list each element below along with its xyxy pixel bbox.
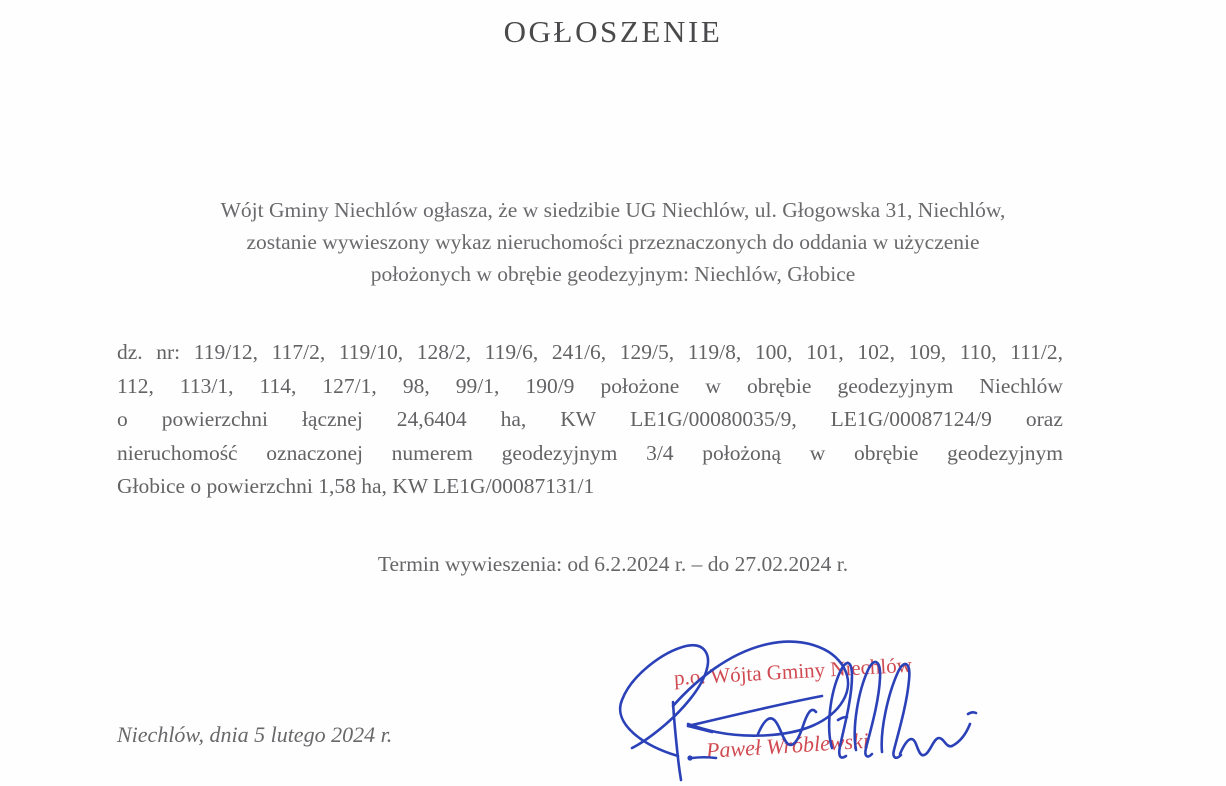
body-word: położone: [600, 373, 680, 398]
body-word: położoną: [702, 440, 782, 465]
parcel-details-paragraph: [117, 336, 1063, 504]
body-word: 112,: [117, 373, 154, 398]
body-word: 102,: [857, 340, 895, 364]
body-word: 241/6,: [551, 340, 607, 364]
body-word: 129/5,: [619, 340, 675, 364]
body-word: 113/1,: [179, 373, 234, 398]
signature-block: [600, 628, 1000, 786]
intro-line: Wójt Gminy Niechlów ogłasza, że w siedzibie UG Niechlów, ul. Głogowska 31, Niechlów,: [220, 198, 1006, 222]
body-word: 100,: [754, 340, 793, 364]
body-word: 190/9: [525, 373, 575, 398]
body-word: 101,: [806, 340, 844, 364]
body-word: oraz: [1025, 407, 1063, 431]
body-word: o: [117, 407, 128, 431]
body-word: 109,: [908, 340, 947, 364]
body-word: 119/6,: [484, 340, 539, 364]
body-word: 128/2,: [416, 340, 472, 364]
body-word: obrębie: [746, 373, 812, 398]
body-word: łącznej: [301, 407, 363, 431]
place-and-date: Niechlów, dnia 5 lutego 2024 r.: [117, 722, 393, 747]
page-title: OGŁOSZENIE: [503, 14, 723, 49]
body-line-4: [117, 437, 1063, 471]
body-word: w: [705, 373, 721, 398]
body-word: w: [809, 440, 826, 465]
body-word: obrębie: [853, 440, 919, 465]
body-word: KW: [560, 407, 597, 431]
handwritten-signature: [600, 628, 1000, 786]
body-word: 3/4: [646, 440, 674, 465]
intro-line: zostanie wywieszony wykaz nieruchomości przeznaczonych do oddania w użyczenie: [246, 230, 980, 254]
body-word: 117/2,: [271, 340, 326, 364]
body-word: 119/12,: [193, 340, 259, 364]
body-word: Niechlów: [979, 373, 1063, 398]
body-word: 99/1,: [455, 373, 500, 398]
stamp-title: p.o. Wójta Gminy Niechlów: [673, 652, 913, 690]
body-line-5: Głobice o powierzchni 1,58 ha, KW LE1G/00087131/1: [117, 474, 595, 498]
body-word: LE1G/00080035/9,: [630, 407, 797, 431]
body-line-3: [117, 403, 1063, 437]
body-word: numerem: [391, 440, 473, 465]
body-word: geodezyjnym: [501, 440, 618, 465]
body-word: 114,: [259, 373, 297, 398]
body-word: dz.: [117, 340, 143, 364]
body-line-2: [117, 370, 1063, 404]
body-word: 127/1,: [322, 373, 377, 398]
body-word: geodezyjnym: [947, 440, 1063, 465]
body-word: 98,: [402, 373, 430, 398]
body-word: oznaczonej: [266, 440, 363, 465]
body-word: geodezyjnym: [837, 373, 954, 398]
body-line-1: [117, 336, 1063, 370]
body-word: 24,6404: [396, 407, 467, 431]
body-word: 110,: [959, 340, 997, 364]
stamp-name: Paweł Wróblewski: [705, 727, 870, 763]
body-word: 119/10,: [338, 340, 404, 364]
body-word: powierzchni: [161, 407, 268, 431]
body-word: LE1G/00087124/9: [830, 407, 992, 431]
body-word: 119/8,: [687, 340, 742, 364]
body-word: ha,: [500, 407, 527, 431]
posting-period-line: Termin wywieszenia: od 6.2.2024 r. – do 27.02.2024 r.: [377, 552, 849, 576]
body-word: 111/2,: [1010, 340, 1063, 364]
intro-line: położonych w obrębie geodezyjnym: Niechlów, Głobice: [370, 262, 856, 286]
body-word: nieruchomość: [117, 440, 238, 465]
body-word: nr:: [156, 340, 181, 364]
intro-paragraph: [113, 194, 1113, 290]
